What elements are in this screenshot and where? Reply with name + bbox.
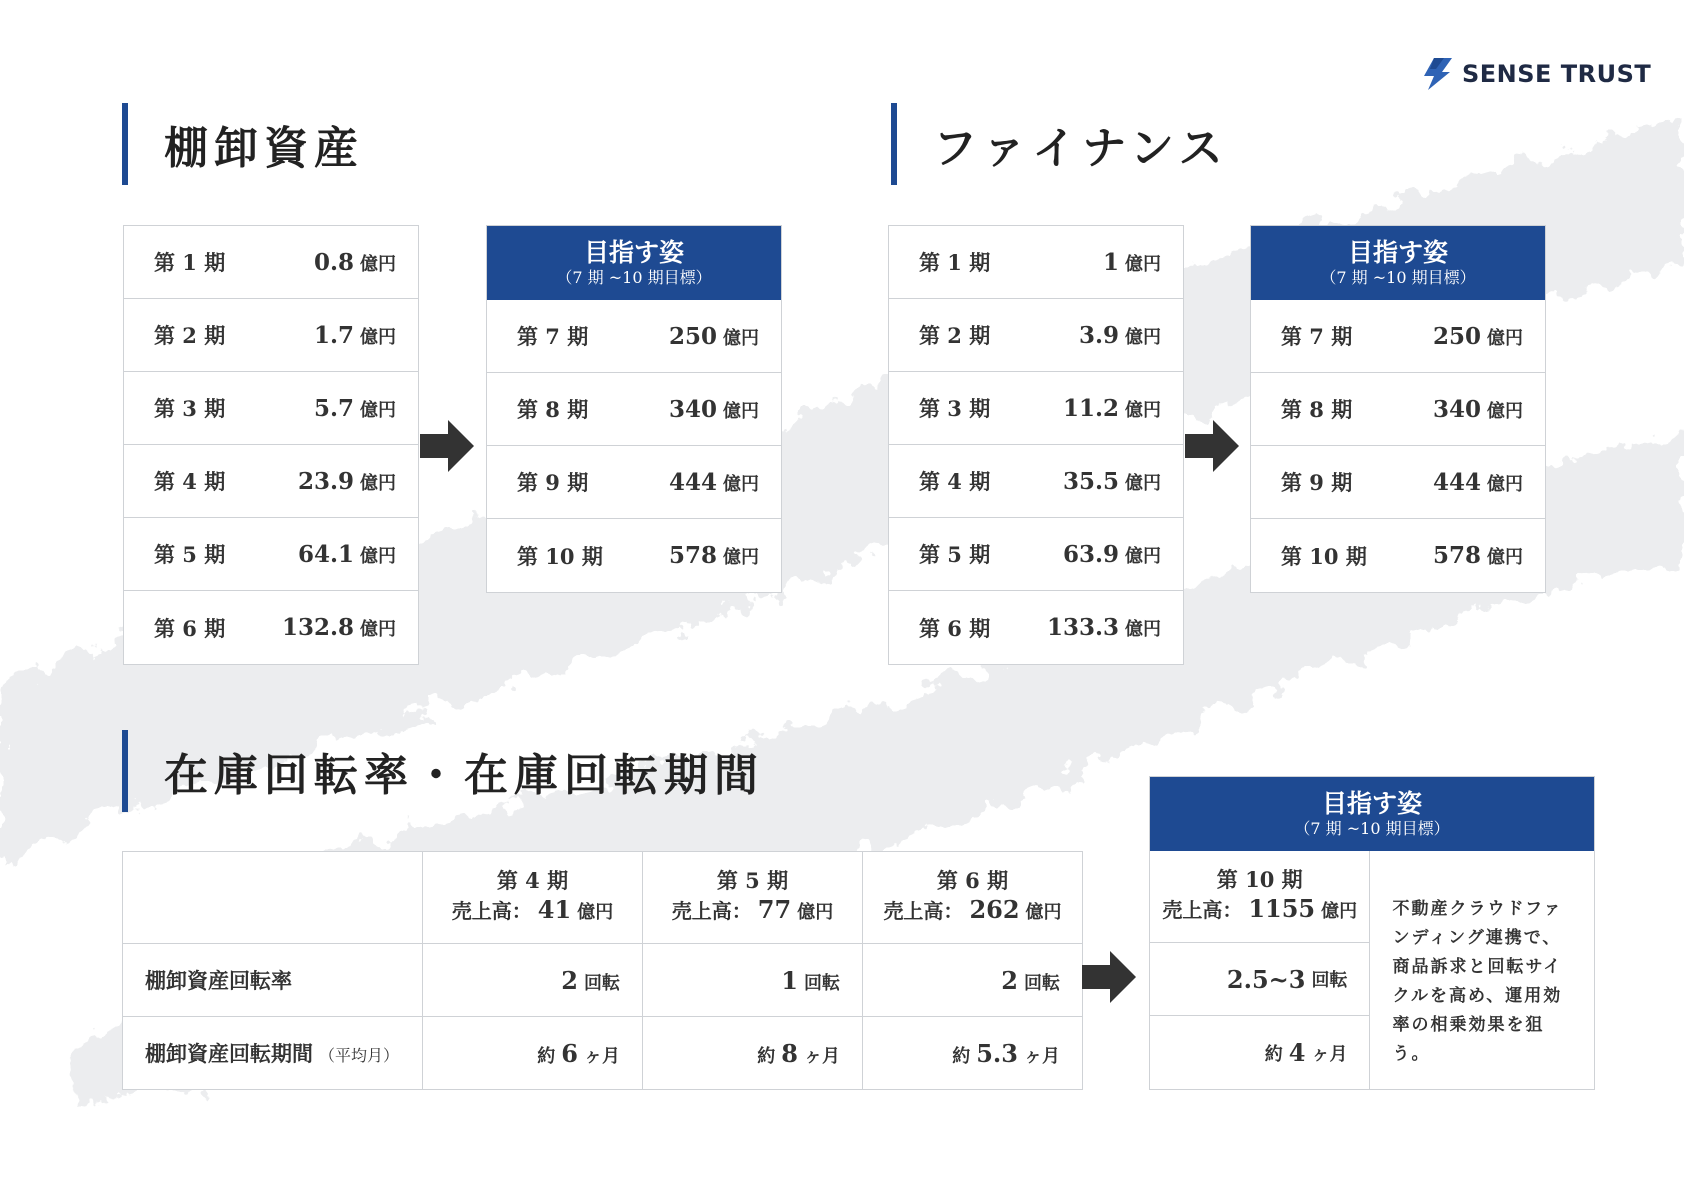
section-title-text: ファイナンス (933, 123, 1229, 174)
period-label: 第 8 期 (1281, 397, 1353, 422)
period-sales (863, 895, 1082, 928)
row-value-cell (423, 1017, 643, 1090)
period-value (314, 395, 396, 422)
table-row (123, 944, 1083, 1017)
table-row (123, 1017, 1083, 1090)
row-name-sub: （平均月） (319, 1046, 400, 1065)
value-unit: 億円 (360, 472, 396, 494)
period-value (314, 322, 396, 349)
period-label: 第 6 期 (919, 615, 991, 641)
value-unit: 億円 (1487, 473, 1523, 495)
value-number: 64.1 (297, 540, 354, 568)
row-value: 6 (561, 1038, 578, 1068)
table-row (487, 300, 781, 373)
sales-unit: 億円 (797, 902, 834, 923)
sales-value: 262 (969, 895, 1020, 924)
period-label: 第 9 期 (517, 470, 589, 495)
table-row (124, 226, 418, 299)
period-value (298, 541, 396, 568)
value-number: 250 (1432, 322, 1481, 350)
period-label: 第 6 期 (154, 615, 226, 641)
row-unit: 回転 (1024, 972, 1060, 994)
period-label: 第 7 期 (1281, 324, 1353, 349)
table-row (889, 445, 1183, 518)
period-header-cell (643, 852, 863, 944)
table-row (487, 519, 781, 592)
row-value: 1 (781, 965, 798, 995)
period-value (669, 396, 759, 423)
period-label: 第 5 期 (919, 542, 991, 567)
arrow-right-icon (1082, 951, 1136, 1003)
row-unit: ヶ月 (1024, 1045, 1060, 1067)
section-title-text: 棚卸資産 (164, 123, 364, 174)
period-value (1063, 541, 1161, 568)
value-unit: 億円 (723, 327, 759, 349)
value-number: 444 (668, 468, 717, 496)
section-title-turnover (122, 730, 764, 812)
period-label: 第 10 期 (1281, 543, 1367, 569)
value-number: 133.3 (1046, 614, 1119, 641)
finance-goal-table (1250, 225, 1546, 593)
inventory-actual-table (123, 225, 419, 665)
period-label: 第 5 期 (154, 542, 226, 567)
period-sales (643, 895, 862, 928)
period-value (1433, 396, 1523, 423)
period-value (1433, 469, 1523, 496)
value-number: 35.5 (1062, 467, 1119, 495)
row-unit: ヶ月 (584, 1045, 620, 1067)
period-header-cell (423, 852, 643, 944)
table-row (487, 373, 781, 446)
row-value-cell (863, 1017, 1083, 1090)
period-value (1047, 614, 1161, 641)
value-unit: 億円 (1487, 327, 1523, 349)
goal-header (487, 226, 781, 300)
period-value (669, 469, 759, 496)
table-row (889, 591, 1183, 664)
goal-turnover-rate-value: 2.5~3 (1226, 964, 1306, 994)
sales-prefix: 売上高： (671, 899, 752, 923)
value-unit: 億円 (1125, 472, 1161, 494)
row-value: 2 (561, 965, 578, 995)
period-value (1433, 542, 1523, 569)
period-value (1103, 249, 1161, 276)
table-row (124, 372, 418, 445)
period-value (1063, 395, 1161, 422)
period-label: 第 3 期 (154, 396, 226, 421)
goal-header-title: 目指す姿 (1321, 789, 1422, 818)
empty-header-cell (123, 852, 423, 944)
arrow-right-icon (420, 420, 474, 472)
value-number: 5.7 (313, 394, 354, 422)
row-unit: 回転 (584, 972, 620, 994)
value-unit: 億円 (1487, 400, 1523, 422)
value-unit: 億円 (1125, 253, 1161, 275)
inventory-goal-table (486, 225, 782, 593)
section-title-text: 在庫回転率・在庫回転期間 (164, 750, 764, 801)
approx-prefix: 約 (757, 1045, 776, 1067)
approx-prefix: 約 (1264, 1043, 1283, 1065)
row-name (123, 1017, 423, 1090)
table-row (124, 445, 418, 518)
period-label: 第 4 期 (919, 469, 991, 494)
title-accent-bar (891, 103, 897, 185)
table-row (487, 446, 781, 519)
table-row (1251, 300, 1545, 373)
period-label: 第 1 期 (154, 250, 226, 275)
value-unit: 億円 (1487, 547, 1523, 568)
value-number: 340 (1432, 395, 1481, 423)
value-unit: 億円 (723, 547, 759, 568)
period-label: 第 8 期 (517, 397, 589, 422)
finance-actual-table (888, 225, 1184, 665)
brand-name: SENSE TRUST (1462, 60, 1652, 88)
turnover-unit: 回転 (1311, 970, 1348, 991)
period-value (314, 249, 396, 276)
period-label: 第 3 期 (919, 396, 991, 421)
months-unit: ヶ月 (1311, 1043, 1348, 1065)
title-accent-bar (122, 103, 128, 185)
goal-column-header (1150, 851, 1369, 943)
value-number: 444 (1432, 468, 1481, 496)
goal-header-subtitle: （7 期 ~10 期目標） (556, 268, 712, 287)
row-value-cell (863, 944, 1083, 1017)
table-row (889, 372, 1183, 445)
approx-prefix: 約 (952, 1045, 971, 1067)
period-value (1063, 468, 1161, 495)
goal-header-subtitle: （7 期 ~10 期目標） (1294, 819, 1450, 838)
row-unit: ヶ月 (804, 1045, 840, 1067)
sales-value: 77 (757, 895, 792, 924)
value-number: 23.9 (297, 467, 354, 495)
turnover-goal-table (1149, 776, 1595, 1090)
goal-header-subtitle: （7 期 ~10 期目標） (1320, 268, 1476, 287)
period-value (282, 614, 396, 641)
period-label: 第 2 期 (919, 323, 991, 348)
table-row (1251, 373, 1545, 446)
value-number: 0.8 (313, 248, 354, 276)
row-value: 2 (1001, 965, 1018, 995)
goal-period: 第 10 期 (1216, 867, 1303, 892)
period-label: 第 5 期 (716, 868, 789, 893)
section-title-finance (891, 103, 1229, 185)
goal-turnover-period (1150, 1016, 1369, 1089)
row-unit: 回転 (804, 972, 840, 994)
approx-prefix: 約 (537, 1045, 556, 1067)
period-label: 第 9 期 (1281, 470, 1353, 495)
table-row (124, 299, 418, 372)
table-row (1251, 519, 1545, 592)
period-label: 第 1 期 (919, 250, 991, 275)
value-unit: 億円 (360, 545, 396, 567)
row-value: 5.3 (976, 1038, 1018, 1068)
value-unit: 億円 (360, 619, 396, 640)
value-unit: 億円 (360, 399, 396, 421)
period-value (1079, 322, 1161, 349)
value-unit: 億円 (360, 326, 396, 348)
value-unit: 億円 (723, 473, 759, 495)
period-sales (423, 895, 642, 928)
arrow-right-icon (1185, 420, 1239, 472)
value-number: 63.9 (1062, 540, 1119, 568)
table-row (889, 518, 1183, 591)
value-unit: 億円 (723, 400, 759, 422)
goal-header (1150, 777, 1594, 851)
goal-header-title: 目指す姿 (583, 238, 684, 267)
sales-prefix: 売上高： (883, 899, 964, 923)
period-label: 第 6 期 (936, 868, 1009, 893)
row-value-cell (643, 944, 863, 1017)
period-header-cell (863, 852, 1083, 944)
period-label: 第 2 期 (154, 323, 226, 348)
value-number: 11.2 (1062, 394, 1119, 422)
value-number: 578 (1432, 542, 1481, 569)
value-unit: 億円 (1125, 619, 1161, 640)
row-value-cell (423, 944, 643, 1017)
value-number: 1 (1102, 248, 1119, 276)
value-unit: 億円 (1125, 326, 1161, 348)
sales-prefix: 売上高： (1162, 898, 1243, 922)
turnover-table (122, 851, 1083, 1090)
brand-logo (1420, 54, 1651, 94)
value-unit: 億円 (360, 253, 396, 275)
period-value (1433, 323, 1523, 350)
row-name (123, 944, 423, 1017)
goal-sales (1162, 894, 1357, 927)
goal-header (1251, 226, 1545, 300)
period-label: 第 7 期 (517, 324, 589, 349)
row-value-cell (643, 1017, 863, 1090)
value-number: 3.9 (1078, 321, 1119, 349)
value-unit: 億円 (1125, 399, 1161, 421)
value-number: 132.8 (281, 614, 354, 641)
row-name-text: 棚卸資産回転率 (145, 968, 292, 993)
goal-note: 不動産クラウドファンディング連携で、商品訴求と回転サイクルを高め、運用効率の相乗効果を狙う。 (1392, 899, 1563, 1064)
goal-sales-value: 1155 (1248, 894, 1316, 923)
goal-turnover-period-value: 4 (1288, 1038, 1306, 1067)
row-value: 8 (781, 1038, 798, 1068)
value-number: 340 (668, 395, 717, 423)
period-value (669, 542, 759, 569)
title-accent-bar (122, 730, 128, 812)
value-number: 1.7 (313, 321, 354, 349)
period-value (298, 468, 396, 495)
table-header-row (123, 852, 1083, 944)
section-title-inventory (122, 103, 364, 185)
table-row (889, 226, 1183, 299)
table-row (124, 591, 418, 664)
sales-value: 41 (537, 895, 572, 924)
sales-unit: 億円 (577, 902, 614, 923)
logo-icon (1420, 56, 1454, 92)
period-label: 第 4 期 (496, 868, 569, 893)
goal-header-title: 目指す姿 (1347, 238, 1448, 267)
table-row (1251, 446, 1545, 519)
goal-turnover-rate (1150, 943, 1369, 1016)
table-row (889, 299, 1183, 372)
period-label: 第 10 期 (517, 543, 603, 569)
row-name-text: 棚卸資産回転期間 (145, 1041, 313, 1066)
period-label: 第 4 期 (154, 469, 226, 494)
value-unit: 億円 (1125, 545, 1161, 567)
sales-unit: 億円 (1025, 902, 1062, 923)
value-number: 250 (668, 322, 717, 350)
period-value (669, 323, 759, 350)
sales-unit: 億円 (1321, 901, 1358, 922)
table-row (124, 518, 418, 591)
sales-prefix: 売上高： (451, 899, 532, 923)
value-number: 578 (668, 542, 717, 569)
